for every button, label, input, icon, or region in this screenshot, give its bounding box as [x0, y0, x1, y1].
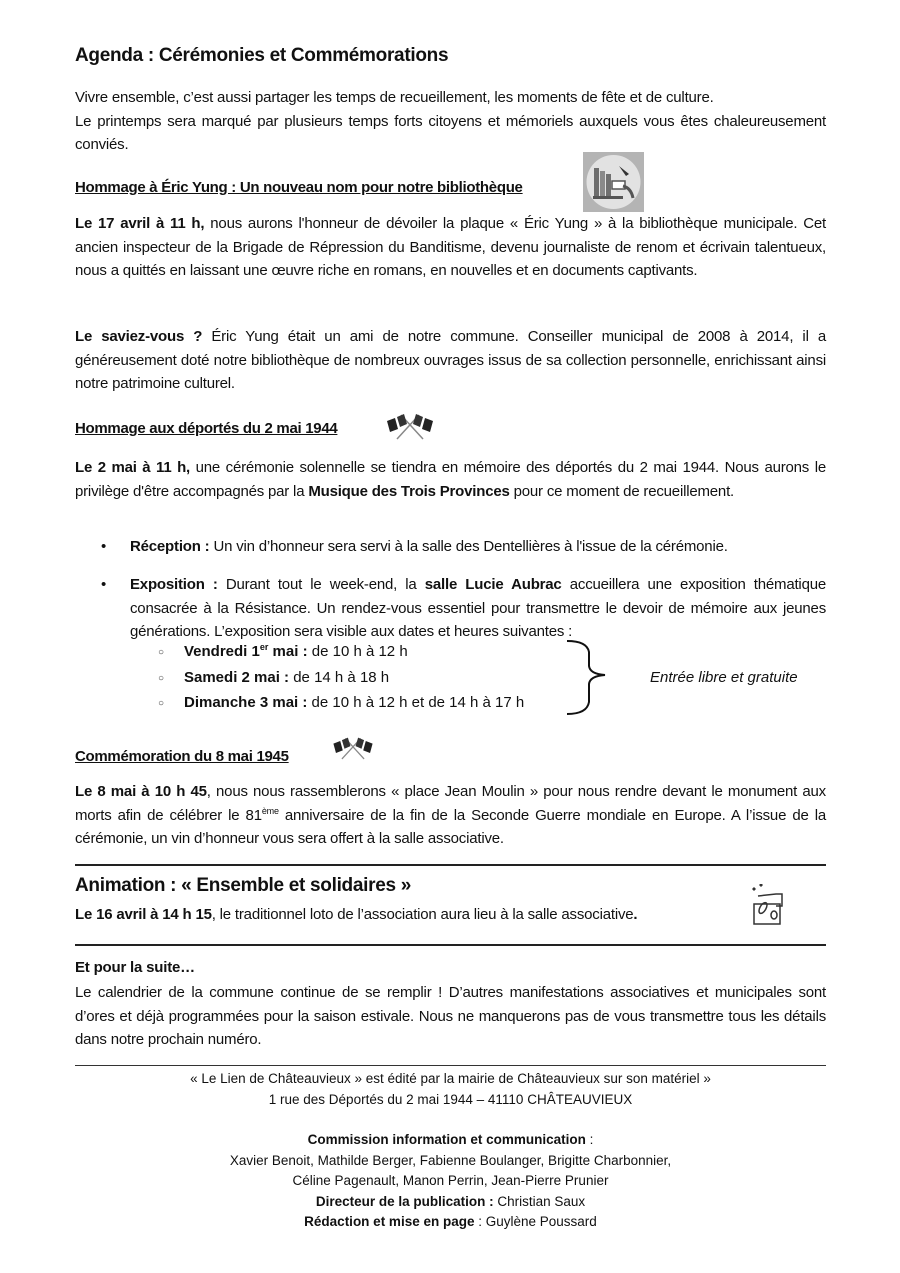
paragraph-text: pour ce moment de recueillement.	[509, 482, 735, 500]
bullet-label: Réception :	[130, 538, 210, 555]
musique-name: Musique des Trois Provinces	[308, 482, 510, 500]
library-book-icon	[583, 152, 644, 212]
redaction-name: : Guylène Poussard	[474, 1214, 597, 1229]
superscript: ème	[261, 805, 279, 816]
address-line: 1 rue des Déportés du 2 mai 1944 – 41110 CHÂTEAUVIEUX	[268, 1091, 633, 1107]
commission-label: Commission information et communication	[307, 1132, 586, 1147]
commemoration-paragraph	[75, 780, 826, 851]
right-brace-icon	[565, 638, 620, 718]
date-text: Le 2 mai à 11 h,	[75, 459, 191, 476]
date-text: Le 8 mai à 10 h 45	[75, 783, 207, 800]
divider	[75, 864, 826, 866]
schedule-hours: de 10 h à 12 h et de 14 h à 17 h	[307, 694, 525, 711]
hommage-yung-paragraph-1	[75, 212, 826, 283]
members-line-1: Xavier Benoit, Mathilde Berger, Fabienne Boulanger, Brigitte Charbonnier,	[229, 1152, 672, 1168]
agenda-intro-2: Le printemps sera marqué par plusieurs temps forts citoyens et mémoriels auxquels vous êtes chaleureusement conviés.	[75, 112, 826, 153]
director-label: Directeur de la publication :	[315, 1193, 494, 1209]
divider	[75, 944, 826, 946]
schedule-day: Dimanche 3 mai :	[184, 694, 308, 711]
crossed-flags-icon	[330, 733, 376, 761]
suite-heading: Et pour la suite…	[75, 959, 195, 976]
divider	[75, 1065, 826, 1066]
date-text: Le 17 avril à 11 h,	[75, 215, 205, 232]
circle-bullet-icon: ○	[158, 698, 165, 709]
commission-line	[75, 1130, 826, 1151]
lottery-ticket-icon	[748, 884, 786, 926]
commemoration-heading: Commémoration du 8 mai 1945	[75, 748, 289, 765]
date-text: Le 16 avril à 14 h 15	[75, 906, 212, 923]
schedule-item	[158, 691, 578, 715]
animation-title: Animation : « Ensemble et solidaires »	[75, 875, 411, 896]
director-line	[75, 1192, 826, 1213]
circle-bullet-icon: ○	[158, 647, 165, 658]
bullet-text: Durant tout le week-end, la	[217, 576, 425, 593]
agenda-intro-1: Vivre ensemble, c’est aussi partager les temps de recueillement, les moments de fête et de culture.	[75, 89, 714, 106]
paragraph-text: Éric Yung était un ami de notre commune. Conseiller municipal de 2008 à 2014, il a généreusement doté notre bibliothèque de nombreux ouvrages issus de sa collection personnelle, enrichissant ainsi notre patrimoine culturel.	[75, 328, 826, 392]
publisher-line: « Le Lien de Châteauvieux » est édité par la mairie de Châteauvieux sur son matériel »	[190, 1071, 711, 1086]
bullet-list	[75, 535, 826, 559]
bullet-list	[75, 573, 826, 644]
schedule-note: Entrée libre et gratuite	[650, 669, 798, 686]
schedule-day-sup: er	[259, 642, 269, 652]
schedule-hours: de 10 h à 12 h	[307, 643, 408, 660]
bullet-text: Un vin d’honneur sera servi à la salle des Dentellières à l'issue de la cérémonie.	[209, 538, 728, 555]
separator: :	[585, 1132, 594, 1147]
schedule-hours: de 14 h à 18 h	[289, 669, 390, 686]
redaction-label: Rédaction et mise en page	[304, 1214, 475, 1229]
salle-name: salle Lucie Aubrac	[424, 576, 562, 593]
schedule-day: mai :	[268, 643, 308, 660]
hommage-yung-heading: Hommage à Éric Yung : Un nouveau nom pour notre bibliothèque	[75, 179, 523, 196]
period: .	[633, 906, 638, 923]
agenda-title: Agenda : Cérémonies et Commémorations	[75, 45, 449, 66]
bullet-reception	[75, 535, 826, 559]
paragraph-text: , le traditionnel loto de l’association aura lieu à la salle associative	[211, 906, 634, 923]
paragraph-text: anniversaire de la fin de la Seconde Guerre mondiale en Europe. A l’issue de la cérémonie, un vin d’honneur vous sera offert à la salle associative.	[75, 806, 826, 847]
animation-paragraph	[75, 903, 755, 927]
paragraph-text: , nous nous rassemblerons « place Jean Moulin » pour nous rendre devant le monument aux morts afin de célébrer le 81	[75, 783, 826, 824]
members-line-2: Céline Pagenault, Manon Perrin, Jean-Pierre Prunier	[292, 1173, 609, 1188]
paragraph-text: nous aurons l'honneur de dévoiler la plaque « Éric Yung » à la bibliothèque municipale. Cet ancien inspecteur de la Brigade de Répression du Banditisme, devenu journaliste de renom et écrivain talentueux, nous a quittés en laissant une œuvre riche en romans, en nouvelles et en documents captivants.	[75, 215, 826, 279]
paragraph-text: une cérémonie solennelle se tiendra en mémoire des déportés du 2 mai 1944. Nous aurons le privilège d'être accompagnés par la	[75, 459, 826, 500]
hommage-deportes-heading: Hommage aux déportés du 2 mai 1944	[75, 420, 338, 437]
saviez-vous-label: Le saviez-vous ?	[75, 328, 203, 345]
bullet-text: accueillera une exposition thématique consacrée à la Résistance. Un rendez-vous essentiel pour transmettre le devoir de mémoire aux jeunes générations. L’exposition sera visible aux dates et heures suivantes :	[130, 576, 826, 640]
suite-paragraph: Le calendrier de la commune continue de se remplir ! D’autres manifestations associatives et municipales sont d’ores et déjà programmées pour la saison estivale. Nous ne manquerons pas de vous transmettre tous les détails dans notre prochain numéro.	[75, 984, 826, 1048]
schedule-day: Vendredi 1	[184, 643, 260, 660]
schedule-item	[158, 666, 578, 690]
circle-bullet-icon: ○	[158, 673, 165, 684]
bullet-icon: •	[101, 538, 107, 555]
bullet-icon: •	[101, 576, 107, 593]
bullet-exposition	[75, 573, 826, 644]
bullet-label: Exposition :	[130, 576, 218, 593]
schedule-item	[158, 640, 578, 664]
crossed-flags-icon	[383, 409, 437, 441]
redaction-line	[75, 1212, 826, 1233]
hommage-yung-paragraph-2	[75, 325, 826, 396]
hommage-deportes-paragraph	[75, 456, 826, 503]
director-name: Christian Saux	[493, 1193, 586, 1209]
footer	[75, 1069, 826, 1233]
agenda-section	[75, 45, 826, 67]
schedule-day: Samedi 2 mai :	[184, 669, 290, 686]
